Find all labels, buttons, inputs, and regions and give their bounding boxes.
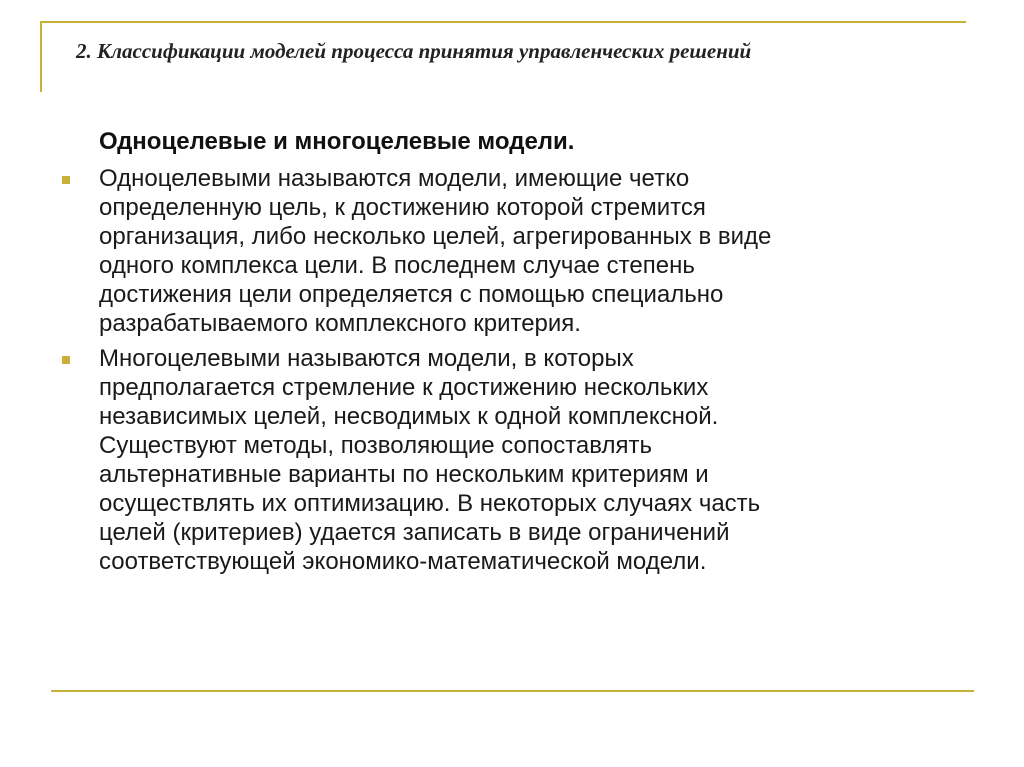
bullet-line: разрабатываемого комплексного критерия.	[99, 310, 581, 337]
bullet-line: Многоцелевыми называются модели, в которых	[99, 345, 634, 372]
title-top-rule	[40, 21, 966, 23]
bullet-line: организация, либо несколько целей, агрегированных в виде	[99, 223, 772, 250]
bullet-line: Одноцелевыми называются модели, имеющие четко	[99, 165, 690, 192]
bullet-line: соответствующей экономико-математической модели.	[99, 548, 707, 575]
bullet-line: целей (критериев) удается записать в виде ограничений	[99, 519, 730, 546]
bullet-line: одного комплекса цели. В последнем случае степень	[99, 252, 695, 279]
bullet-line: Существуют методы, позволяющие сопоставлять	[99, 432, 652, 459]
footer-rule	[51, 690, 974, 692]
square-bullet-icon	[62, 176, 70, 184]
section-heading: Одноцелевые и многоцелевые модели.	[99, 128, 575, 155]
bullet-line: независимых целей, несводимых к одной комплексной.	[99, 403, 719, 430]
square-bullet-icon	[62, 356, 70, 364]
slide-title: 2. Классификации моделей процесса принятия управленческих решений	[76, 39, 752, 63]
bullet-line: определенную цель, к достижению которой стремится	[99, 194, 706, 221]
bullet-item-multi-goal	[99, 344, 959, 576]
bullet-line: предполагается стремление к достижению нескольких	[99, 374, 709, 401]
bullet-line: осуществлять их оптимизацию. В некоторых случаях часть	[99, 490, 761, 517]
title-left-rule	[40, 21, 42, 92]
bullet-item-single-goal	[99, 164, 959, 338]
bullet-line: достижения цели определяется с помощью специально	[99, 281, 724, 308]
bullet-line: альтернативные варианты по нескольким критериям и	[99, 461, 709, 488]
